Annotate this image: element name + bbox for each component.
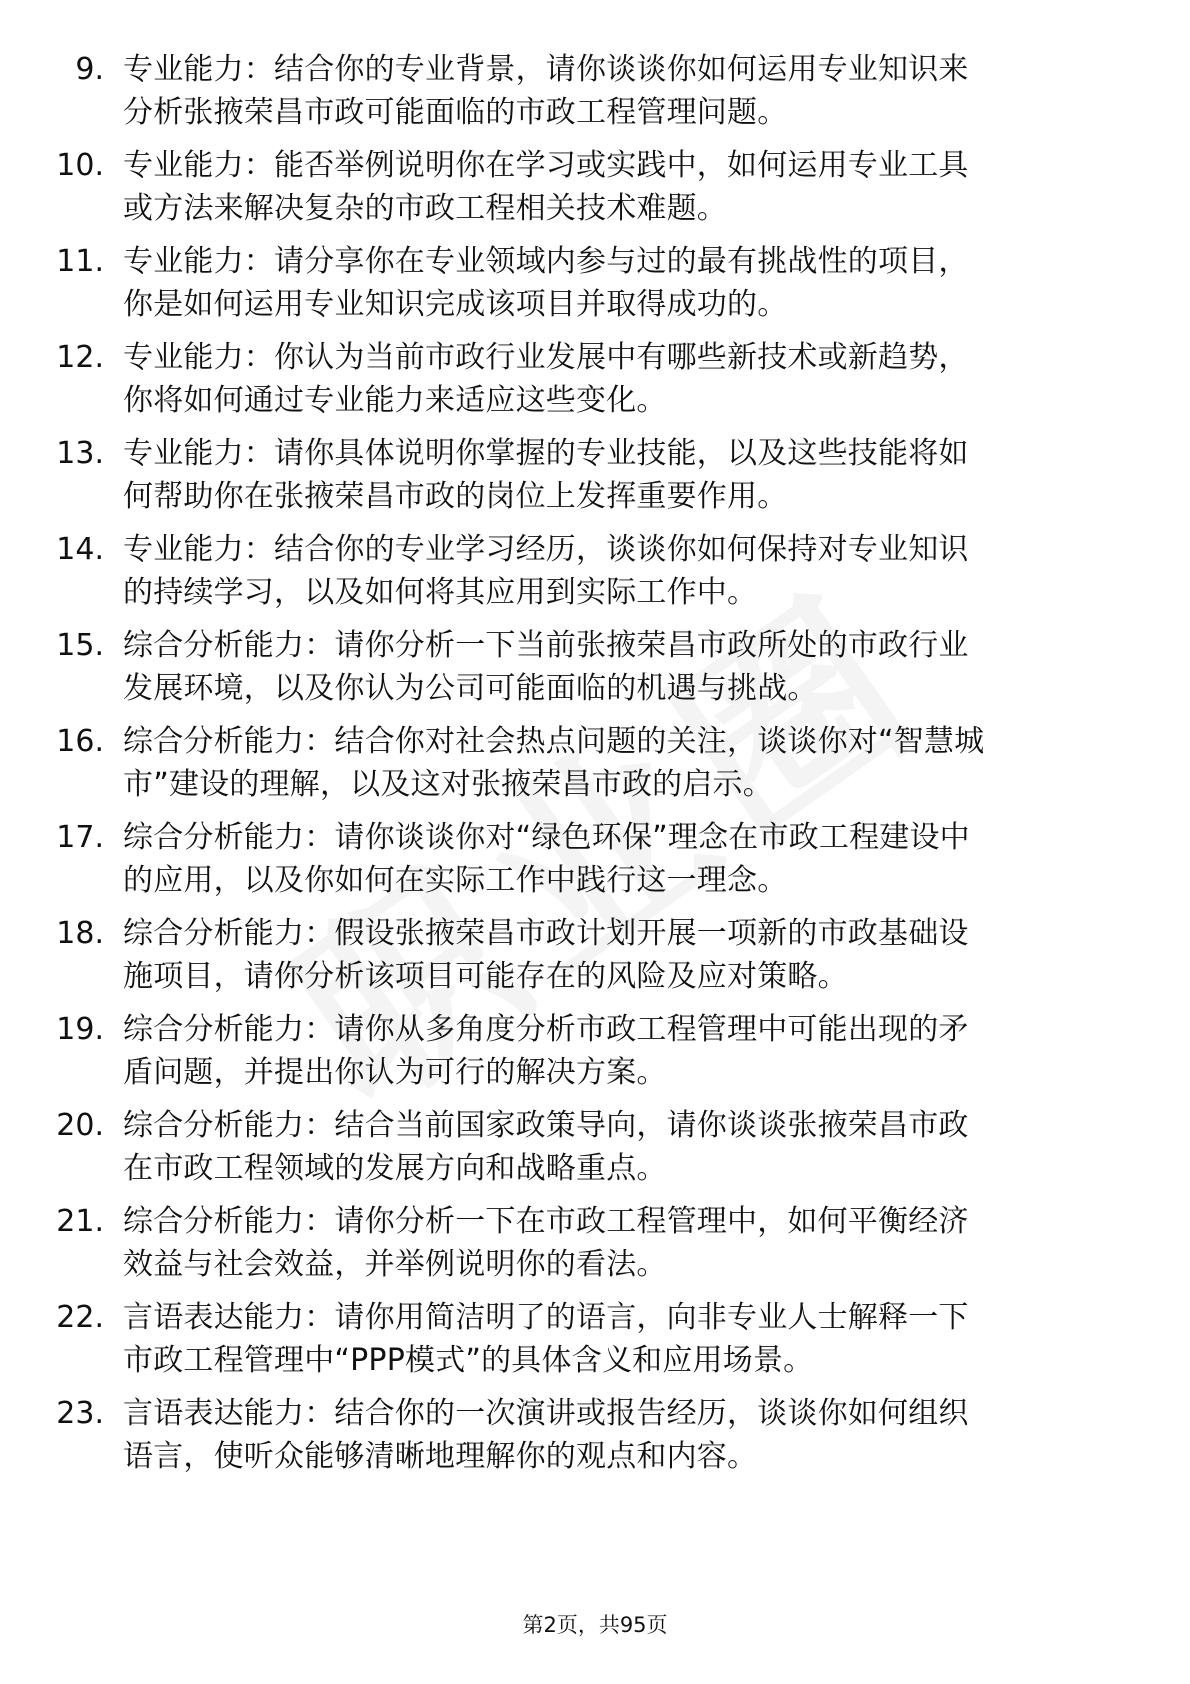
question-line: 综合分析能力：结合你对社会热点问题的关注，谈谈你对“智慧城 [123,724,985,759]
question-item [0,1392,1190,1488]
question-number: 21. [56,1204,104,1239]
question-line: 的应用，以及你如何在实际工作中践行这一理念。 [123,863,788,898]
question-line: 分析张掖荣昌市政可能面临的市政工程管理问题。 [123,95,788,130]
question-line: 综合分析能力：假设张掖荣昌市政计划开展一项新的市政基础设 [123,916,969,951]
question-line: 专业能力：结合你的专业学习经历，谈谈你如何保持对专业知识 [123,532,969,567]
question-line: 综合分析能力：请你谈谈你对“绿色环保”理念在市政工程建设中 [123,820,970,855]
question-number: 17. [56,820,104,855]
question-number: 9. [75,52,104,87]
question-line: 盾问题，并提出你认为可行的解决方案。 [123,1055,667,1090]
question-number: 14. [56,532,104,567]
question-text [123,1008,1113,1094]
question-line: 市”建设的理解，以及这对张掖荣昌市政的启示。 [123,767,773,802]
question-text [123,1104,1113,1190]
question-number: 13. [56,436,104,471]
question-item [0,1008,1190,1104]
question-text [123,528,1113,614]
question-item [0,240,1190,336]
question-text [123,240,1113,326]
question-line: 何帮助你在张掖荣昌市政的岗位上发挥重要作用。 [123,479,788,514]
question-line: 综合分析能力：结合当前国家政策导向，请你谈谈张掖荣昌市政 [123,1108,969,1143]
question-item [0,1104,1190,1200]
question-text [123,48,1113,134]
question-item [0,432,1190,528]
question-text [123,1296,1113,1382]
question-item [0,720,1190,816]
question-item [0,816,1190,912]
question-text [123,336,1113,422]
question-number: 12. [56,340,104,375]
question-number: 16. [56,724,104,759]
question-item [0,624,1190,720]
question-item [0,1296,1190,1392]
question-line: 综合分析能力：请你分析一下在市政工程管理中，如何平衡经济 [123,1204,969,1239]
question-number: 10. [56,148,104,183]
question-text [123,1392,1113,1478]
question-line: 效益与社会效益，并举例说明你的看法。 [123,1247,667,1282]
question-line: 发展环境，以及你认为公司可能面临的机遇与挑战。 [123,671,818,706]
page-footer: 第2页，共95页 [522,1613,668,1637]
question-list [0,48,1190,1488]
question-item [0,1200,1190,1296]
question-line: 综合分析能力：请你从多角度分析市政工程管理中可能出现的矛 [123,1012,969,1047]
question-line: 专业能力：结合你的专业背景，请你谈谈你如何运用专业知识来 [123,52,969,87]
question-line: 言语表达能力：结合你的一次演讲或报告经历，谈谈你如何组织 [123,1396,969,1431]
question-number: 19. [56,1012,104,1047]
question-text [123,432,1113,518]
question-line: 语言，使听众能够清晰地理解你的观点和内容。 [123,1439,758,1474]
question-line: 市政工程管理中“PPP模式”的具体含义和应用场景。 [123,1343,814,1378]
question-item [0,528,1190,624]
question-line: 施项目，请你分析该项目可能存在的风险及应对策略。 [123,959,848,994]
question-number: 23. [56,1396,104,1431]
question-line: 或方法来解决复杂的市政工程相关技术难题。 [123,191,727,226]
question-text [123,144,1113,230]
question-line: 你将如何通过专业能力来适应这些变化。 [123,383,667,418]
question-line: 专业能力：请你具体说明你掌握的专业技能，以及这些技能将如 [123,436,969,471]
question-line: 在市政工程领域的发展方向和战略重点。 [123,1151,667,1186]
question-text [123,624,1113,710]
question-number: 20. [56,1108,104,1143]
question-line: 专业能力：请分享你在专业领域内参与过的最有挑战性的项目， [123,244,969,279]
question-text [123,1200,1113,1286]
question-number: 11. [56,244,104,279]
question-line: 综合分析能力：请你分析一下当前张掖荣昌市政所处的市政行业 [123,628,969,663]
question-item [0,912,1190,1008]
question-text [123,720,1113,806]
question-text [123,816,1113,902]
question-line: 言语表达能力：请你用简洁明了的语言，向非专业人士解释一下 [123,1300,969,1335]
question-item [0,48,1190,144]
question-line: 专业能力：能否举例说明你在学习或实践中，如何运用专业工具 [123,148,969,183]
question-line: 的持续学习，以及如何将其应用到实际工作中。 [123,575,758,610]
question-line: 专业能力：你认为当前市政行业发展中有哪些新技术或新趋势， [123,340,969,375]
question-text [123,912,1113,998]
question-number: 18. [56,916,104,951]
question-number: 15. [56,628,104,663]
question-line: 你是如何运用专业知识完成该项目并取得成功的。 [123,287,788,322]
question-item [0,336,1190,432]
question-number: 22. [56,1300,104,1335]
question-item [0,144,1190,240]
